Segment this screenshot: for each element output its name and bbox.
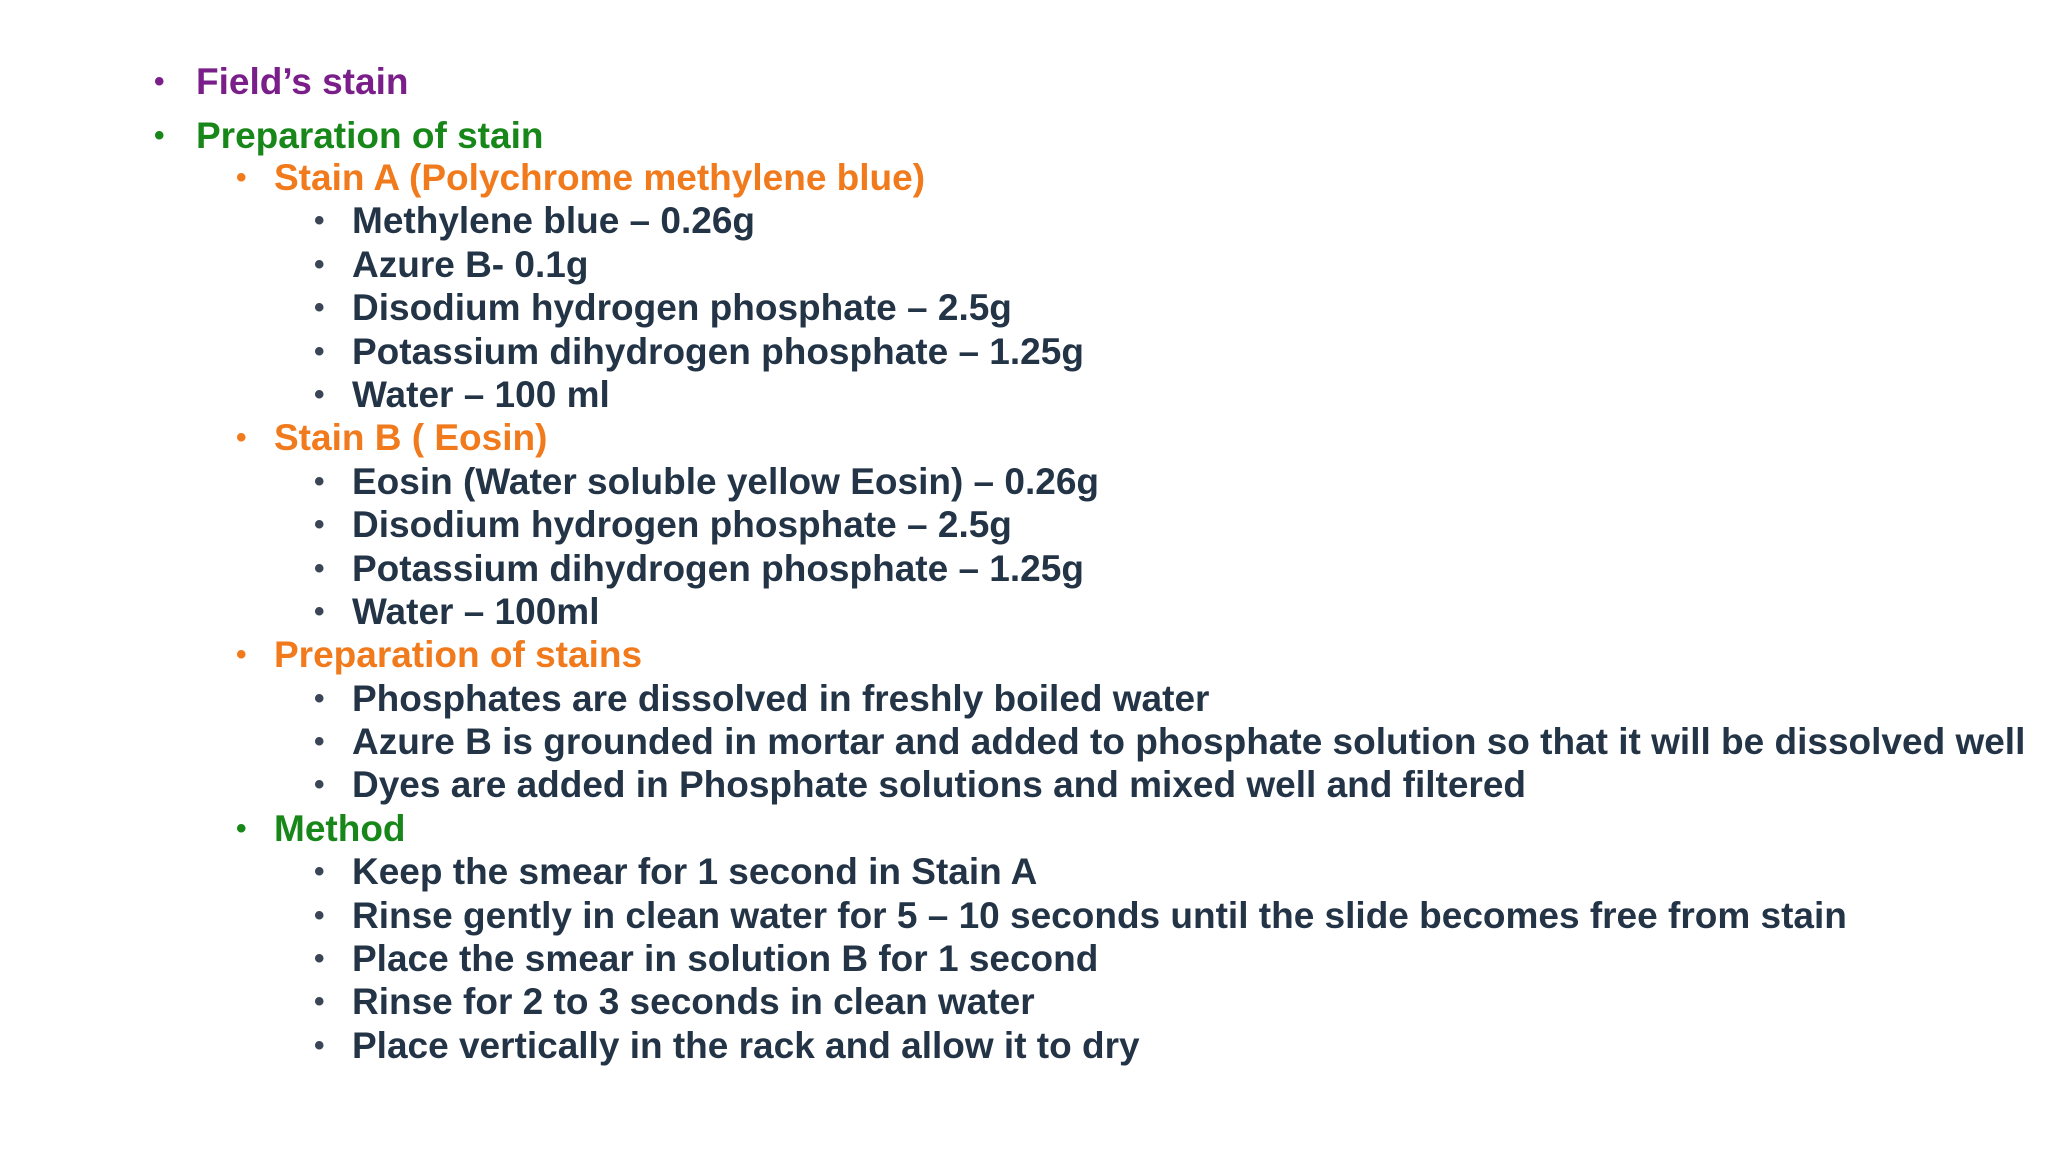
bullet-icon: • xyxy=(314,204,325,238)
bullet-icon: • xyxy=(314,855,325,889)
list-item xyxy=(236,894,2036,937)
list-item xyxy=(236,677,2036,720)
subheading-text: Preparation of stains xyxy=(274,634,643,676)
bullet-icon: • xyxy=(314,725,325,759)
bullet-icon: • xyxy=(314,941,325,975)
list-item xyxy=(236,1024,2036,1067)
list-item xyxy=(236,503,2036,546)
list-item xyxy=(236,199,2036,242)
bullet-icon: • xyxy=(314,768,325,802)
item-text: Azure B- 0.1g xyxy=(352,243,589,285)
list-item xyxy=(236,590,2036,633)
bullet-icon: • xyxy=(314,378,325,412)
subheading-text: Stain B ( Eosin) xyxy=(274,417,548,459)
item-text: Phosphates are dissolved in freshly boiled water xyxy=(352,677,1210,719)
bullet-icon: • xyxy=(236,421,247,455)
bullet-icon: • xyxy=(236,811,247,845)
bullet-icon: • xyxy=(314,1028,325,1062)
list-item xyxy=(236,720,2036,763)
list-item xyxy=(236,373,2036,416)
list-item xyxy=(236,330,2036,373)
section-heading xyxy=(154,114,544,158)
bullet-icon: • xyxy=(314,681,325,715)
item-text: Azure B is grounded in mortar and added to phosphate solution so that it will be dissolved well xyxy=(352,721,2026,763)
bullet-icon: • xyxy=(236,161,247,194)
item-text: Rinse gently in clean water for 5 – 10 seconds until the slide becomes free from stain xyxy=(352,894,1847,936)
subheading-preparation xyxy=(236,633,2036,676)
subheading-text: Stain A (Polychrome methylene blue) xyxy=(274,157,926,198)
outline-list xyxy=(236,156,2036,1067)
bullet-icon: • xyxy=(314,595,325,629)
item-text: Methylene blue – 0.26g xyxy=(352,200,756,242)
list-item xyxy=(236,763,2036,806)
bullet-icon: • xyxy=(314,508,325,542)
item-text: Potassium dihydrogen phosphate – 1.25g xyxy=(352,330,1084,372)
item-text: Keep the smear for 1 second in Stain A xyxy=(352,851,1038,893)
list-item xyxy=(236,547,2036,590)
bullet-icon: • xyxy=(314,291,325,325)
item-text: Potassium dihydrogen phosphate – 1.25g xyxy=(352,547,1084,589)
slide-title xyxy=(154,60,409,104)
item-text: Rinse for 2 to 3 seconds in clean water xyxy=(352,981,1035,1023)
bullet-icon: • xyxy=(236,638,247,672)
heading-text: Preparation of stain xyxy=(196,115,544,156)
subheading-method xyxy=(236,807,2036,850)
subheading-stain-b xyxy=(236,416,2036,459)
item-text: Place the smear in solution B for 1 second xyxy=(352,937,1099,979)
item-text: Dyes are added in Phosphate solutions and mixed well and filtered xyxy=(352,764,1526,806)
item-text: Eosin (Water soluble yellow Eosin) – 0.26g xyxy=(352,460,1100,502)
item-text: Disodium hydrogen phosphate – 2.5g xyxy=(352,504,1012,546)
bullet-icon: • xyxy=(314,985,325,1019)
subheading-text: Method xyxy=(274,807,406,849)
bullet-icon: • xyxy=(314,334,325,368)
list-item xyxy=(236,937,2036,980)
bullet-icon: • xyxy=(154,65,165,98)
item-text: Place vertically in the rack and allow it to dry xyxy=(352,1024,1140,1066)
bullet-icon: • xyxy=(314,464,325,498)
item-text: Water – 100 ml xyxy=(352,374,610,416)
list-item xyxy=(236,286,2036,329)
list-item xyxy=(236,460,2036,503)
bullet-icon: • xyxy=(314,551,325,585)
bullet-icon: • xyxy=(154,119,165,152)
list-item xyxy=(236,243,2036,286)
list-item xyxy=(236,980,2036,1023)
subheading-stain-a xyxy=(236,156,2036,199)
bullet-icon: • xyxy=(314,247,325,281)
item-text: Disodium hydrogen phosphate – 2.5g xyxy=(352,287,1012,329)
item-text: Water – 100ml xyxy=(352,591,600,633)
bullet-icon: • xyxy=(314,898,325,932)
list-item xyxy=(236,850,2036,893)
title-text: Field’s stain xyxy=(196,61,409,102)
